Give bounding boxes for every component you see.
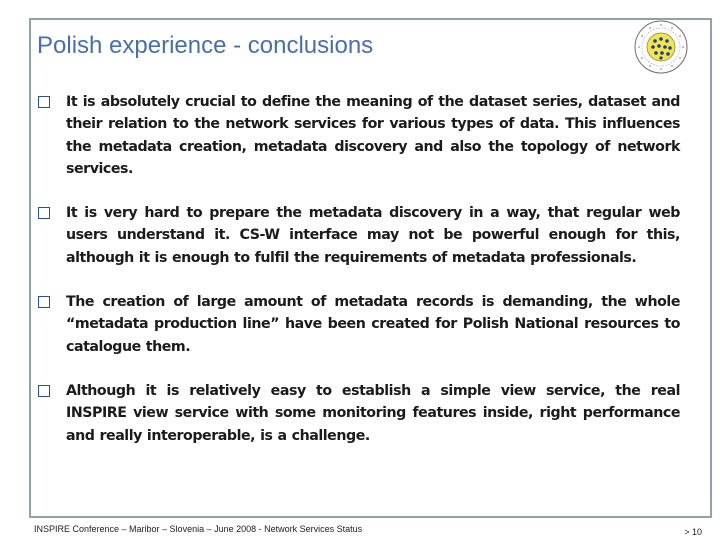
title-bar — [31, 20, 710, 72]
bullet-item — [38, 380, 680, 447]
square-bullet-icon — [38, 385, 50, 397]
square-bullet-icon — [38, 96, 50, 108]
circular-seal-logo-icon — [633, 19, 689, 75]
bullet-text: It is absolutely crucial to define the meaning of the dataset series, dataset and their relation to the network services for various types of data. This influences the metadata creation, metadata discovery and also the topology of network services. — [66, 94, 680, 177]
square-bullet-icon — [38, 207, 50, 219]
bullet-text: Although it is relatively easy to establish a simple view service, the real INSPIRE view service with some monitoring features inside, right performance and really interoperable, is a challenge. — [66, 382, 680, 444]
page-number: > 10 — [684, 527, 702, 537]
bullet-text: It is very hard to prepare the metadata discovery in a way, that regular web users understand it. CS-W interface may not be powerful enough for this, although it is enough to fulfil the requirements of metadata professionals. — [66, 205, 680, 266]
bullet-item — [38, 291, 680, 358]
bullet-item — [38, 202, 680, 269]
page-title: Polish experience - conclusions — [37, 32, 374, 59]
bullet-text: The creation of large amount of metadata records is demanding, the whole “metadata production line” have been created for Polish National resources to catalogue them. — [66, 294, 680, 355]
bullet-item — [38, 91, 680, 180]
bullet-list — [38, 91, 680, 447]
square-bullet-icon — [38, 296, 50, 308]
footer-text: INSPIRE Conference – Maribor – Slovenia – June 2008 - Network Services Status — [34, 524, 363, 534]
